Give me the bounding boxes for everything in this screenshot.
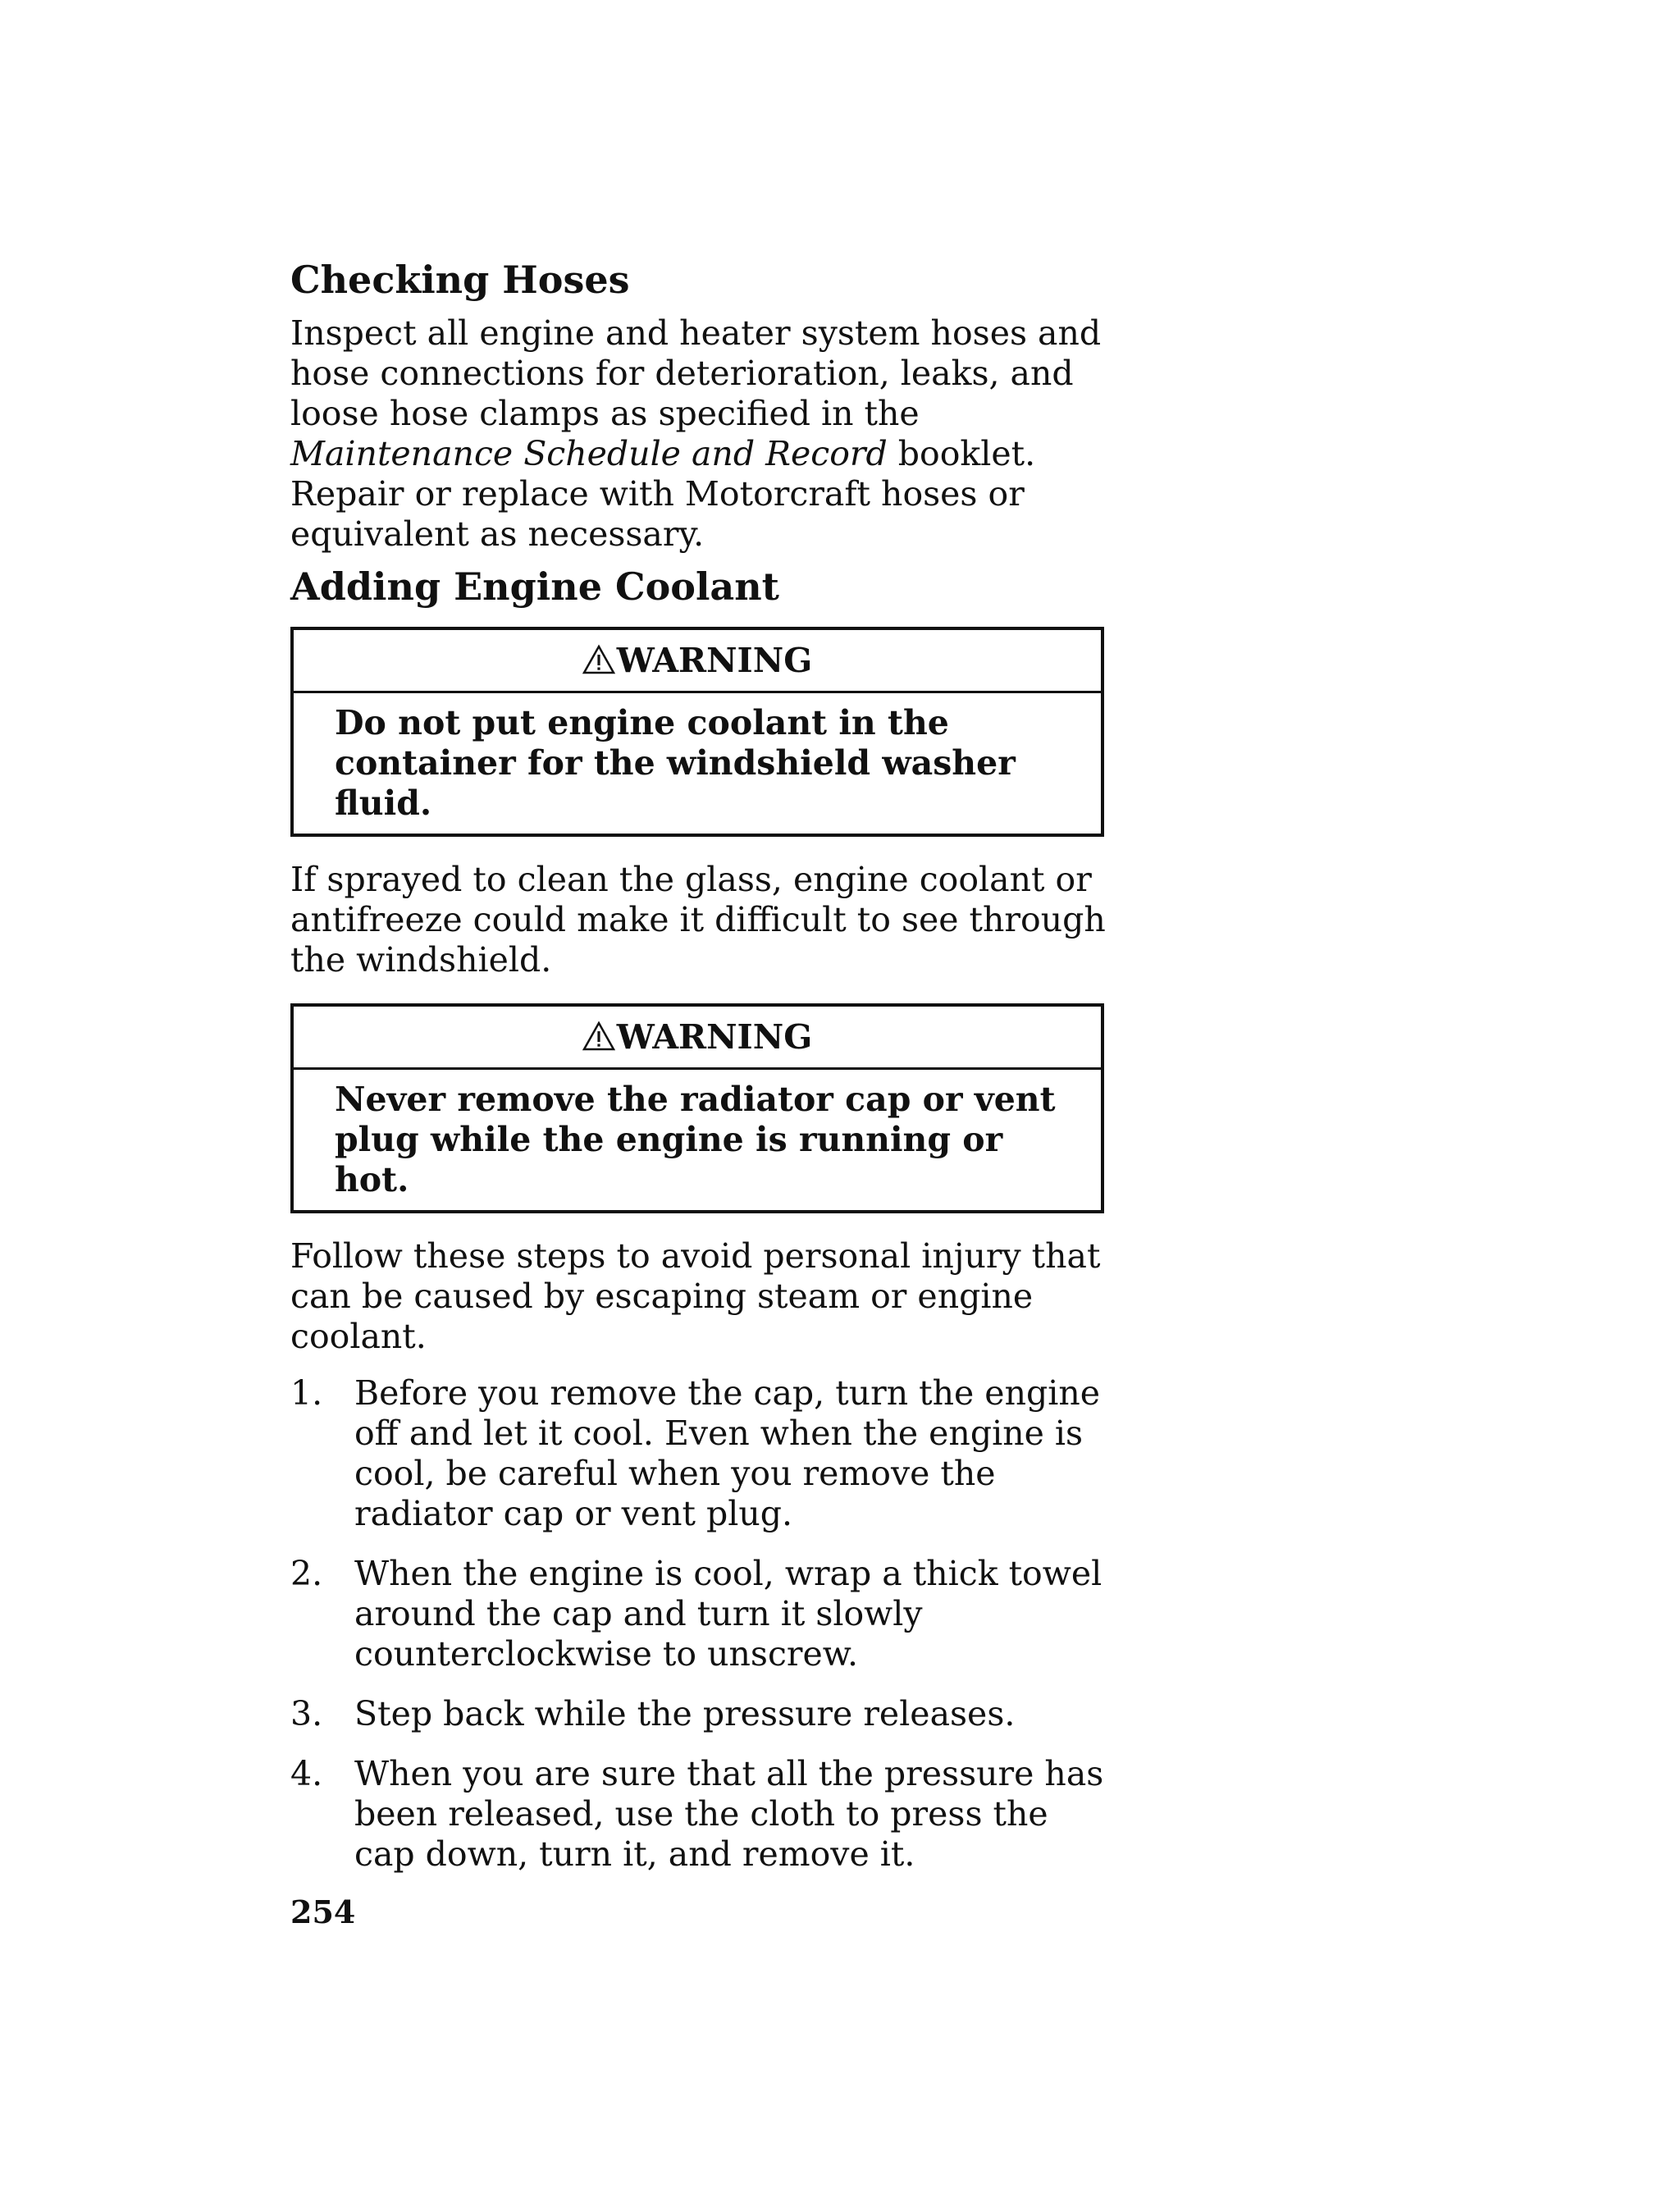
manual-page — [290, 256, 1111, 1894]
warning-box-washer-fluid — [290, 627, 1104, 837]
step-number: 4. — [290, 1754, 323, 1793]
step-text: When you are sure that all the pressure has been released, use the cloth to press the cap down, turn it, and remove it. — [354, 1754, 1104, 1874]
step-number: 2. — [290, 1554, 323, 1593]
page-number: 254 — [290, 1893, 356, 1930]
warning-header — [294, 1007, 1101, 1070]
hoses-paragraph — [290, 313, 1111, 555]
step-text: When the engine is cool, wrap a thick towel around the cap and turn it slowly counterclockwise to unscrew. — [354, 1554, 1102, 1674]
hoses-text-before: Inspect all engine and heater system hoses and hose connections for deterioration, leaks, and loose hose clamps as specified in the — [290, 313, 1102, 433]
list-item — [290, 1373, 1111, 1534]
list-item — [290, 1554, 1111, 1674]
step-number: 3. — [290, 1694, 323, 1733]
section-heading-adding-coolant: Adding Engine Coolant — [290, 564, 779, 609]
warning-header — [294, 630, 1101, 693]
warning-label: WARNING — [616, 1017, 813, 1057]
booklet-title: Maintenance Schedule and Record — [290, 434, 888, 473]
step-text: Before you remove the cap, turn the engine off and let it cool. Even when the engine is cool, be careful when you remove the radiator cap or vent plug. — [354, 1373, 1101, 1533]
warning-box-radiator-cap — [290, 1003, 1104, 1213]
warning-triangle-icon — [582, 633, 615, 694]
warning-text: Never remove the radiator cap or vent plug while the engine is running or hot. — [335, 1080, 1056, 1199]
warning-triangle-icon — [582, 1010, 615, 1071]
step-number: 1. — [290, 1373, 323, 1413]
list-item — [290, 1694, 1111, 1734]
coolant-steps-list — [290, 1373, 1111, 1875]
list-item — [290, 1754, 1111, 1875]
coolant-paragraph-2: Follow these steps to avoid personal injury that can be caused by escaping steam or engine coolant. — [290, 1236, 1101, 1356]
warning-text: Do not put engine coolant in the container for the windshield washer fluid. — [335, 703, 1016, 823]
coolant-paragraph-1: If sprayed to clean the glass, engine coolant or antifreeze could make it difficult to see through the windshield. — [290, 860, 1106, 980]
hoses-text-after: booklet. Repair or replace with Motorcraft hoses or equivalent as necessary. — [290, 434, 1036, 554]
warning-label: WARNING — [616, 641, 813, 680]
section-heading-checking-hoses: Checking Hoses — [290, 258, 630, 302]
step-text: Step back while the pressure releases. — [354, 1694, 1016, 1733]
